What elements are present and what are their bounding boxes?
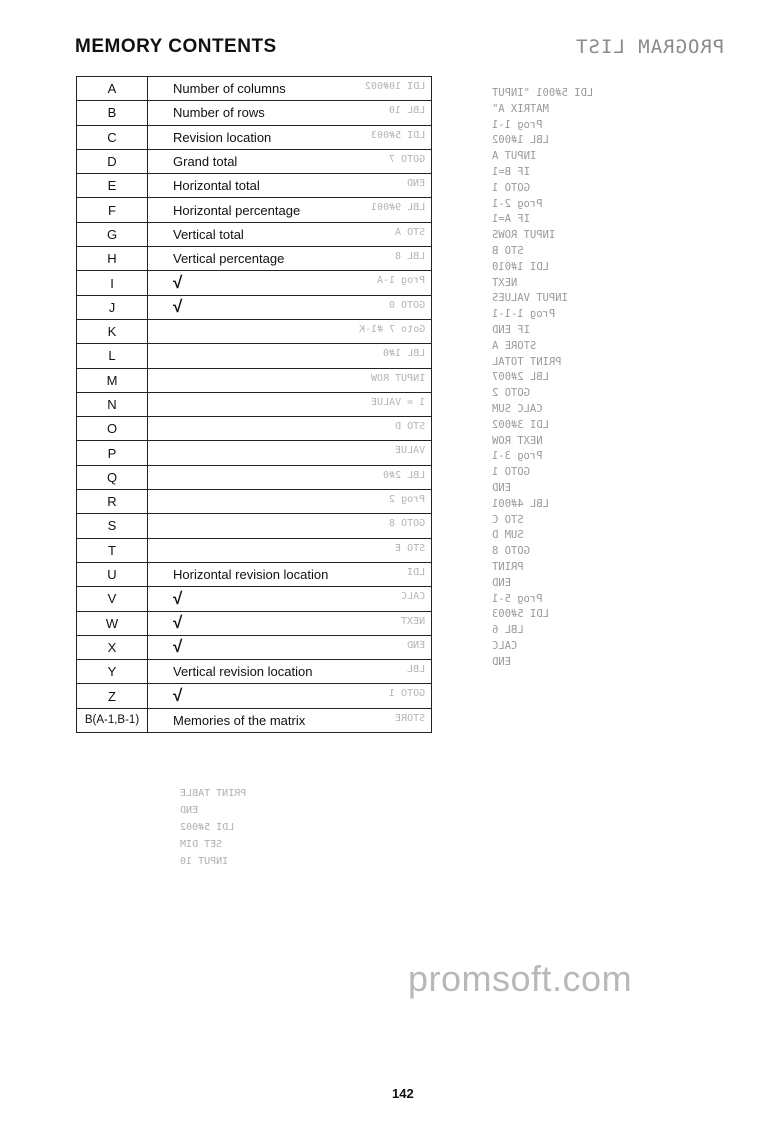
bleed-through-text: 1 = VALUE (370, 396, 425, 408)
memory-letter: S (77, 514, 148, 538)
bleed-through-line: LBL 4#001 (492, 497, 549, 510)
memory-letter: C (77, 125, 148, 149)
memory-letter: L (77, 344, 148, 368)
bleed-through-line: END (492, 655, 511, 668)
bleed-through-line: STO B (492, 244, 524, 257)
bleed-through-text: STORE (394, 712, 425, 724)
memory-description-text: Vertical revision location (173, 664, 313, 680)
memory-row (77, 392, 432, 416)
bleed-through-line: INPUT VALUES (492, 292, 568, 305)
memory-row (77, 708, 432, 732)
memory-row (77, 490, 432, 514)
memory-row (77, 611, 432, 635)
bleed-through-line: IF END (492, 323, 530, 336)
bleed-through-text: END (406, 639, 425, 651)
bleed-through-text: Prog 2 (388, 494, 425, 506)
memory-description-text: Vertical percentage (173, 251, 285, 267)
memory-description-text: Horizontal percentage (173, 202, 301, 218)
memory-description (148, 319, 432, 343)
checkmark-icon: √ (173, 637, 183, 657)
bleed-through-line: LDI 5#002 (180, 822, 235, 833)
memory-letter: Y (77, 660, 148, 684)
checkmark-icon: √ (173, 686, 183, 706)
bleed-through-text: LBL 1#0 (382, 348, 425, 360)
bleed-through-text: Goto 7 #1-K (358, 323, 425, 335)
bleed-through-line: INPUT ROWS (492, 229, 556, 242)
bleed-through-text: LDI 5#003 (370, 129, 425, 141)
memory-row (77, 198, 432, 222)
memory-description (148, 417, 432, 441)
bleed-through-text-below (180, 785, 410, 870)
bleed-through-text: LBL 8 (394, 251, 425, 263)
bleed-through-line: GOTO 8 (492, 545, 530, 558)
bleed-through-line: LDI 1#010 (492, 260, 549, 273)
memory-row (77, 295, 432, 319)
bleed-through-text: GOTO 8 (388, 518, 425, 530)
memory-letter: B(A-1,B-1) (77, 708, 148, 732)
memory-row (77, 174, 432, 198)
bleed-through-text: LBL (406, 664, 425, 676)
memory-row (77, 77, 432, 101)
memory-description (148, 635, 432, 659)
bleed-through-text: GOTO 1 (388, 688, 425, 700)
bleed-through-text: VALUE (394, 445, 425, 457)
memory-description (148, 708, 432, 732)
memory-description-text: Revision location (173, 129, 272, 145)
memory-description (148, 562, 432, 586)
memory-description-text: Number of columns (173, 81, 286, 97)
bleed-through-line: CALC SUM (492, 402, 543, 415)
bleed-through-line: LDI 5#003 (492, 608, 549, 621)
memory-row (77, 465, 432, 489)
bleed-through-text: GOTO 0 (388, 299, 425, 311)
bleed-through-line: IF A=1 (492, 213, 530, 226)
bleed-through-text: LBL 9#001 (370, 202, 425, 214)
bleed-through-text: GOTO 7 (388, 153, 425, 165)
checkmark-icon: √ (173, 297, 183, 317)
memory-letter: A (77, 77, 148, 101)
memory-row (77, 222, 432, 246)
bleed-through-text: LBL 2#0 (382, 469, 425, 481)
bleed-through-line: STO C (492, 513, 524, 526)
memory-description (148, 77, 432, 101)
memory-letter: K (77, 319, 148, 343)
bleed-through-text: END (406, 178, 425, 190)
memory-letter: I (77, 271, 148, 295)
checkmark-icon: √ (173, 613, 183, 633)
memory-description (148, 611, 432, 635)
memory-description (148, 295, 432, 319)
memory-letter: W (77, 611, 148, 635)
memory-row (77, 125, 432, 149)
watermark: promsoft.com (408, 958, 633, 999)
memory-row (77, 344, 432, 368)
memory-row (77, 417, 432, 441)
memory-letter: U (77, 562, 148, 586)
bleed-through-line: END (492, 576, 511, 589)
memory-description (148, 101, 432, 125)
bleed-through-text: LBL 10 (388, 105, 425, 117)
bleed-through-line: LDI 3#002 (492, 418, 549, 431)
memory-row (77, 149, 432, 173)
memory-description (148, 149, 432, 173)
bleed-through-line: GOTO 1 (492, 181, 530, 194)
memory-description (148, 490, 432, 514)
bleed-through-text: CALC (400, 591, 425, 603)
mirrored-program-list-title: PROGRAM LIST (575, 36, 725, 58)
memory-letter: M (77, 368, 148, 392)
bleed-through-line: IF B=1 (492, 165, 530, 178)
memory-description (148, 368, 432, 392)
memory-letter: Q (77, 465, 148, 489)
memory-letter: R (77, 490, 148, 514)
bleed-through-line: NEXT (492, 276, 518, 289)
memory-row (77, 562, 432, 586)
bleed-through-line: Prog 2-1 (492, 197, 543, 210)
bleed-through-line: Prog 5-1 (492, 592, 543, 605)
memory-description (148, 538, 432, 562)
checkmark-icon: √ (173, 273, 183, 293)
bleed-through-line: GOTO 1 (492, 466, 530, 479)
memory-letter: D (77, 149, 148, 173)
memory-description-text: Vertical total (173, 226, 244, 242)
memory-row (77, 441, 432, 465)
bleed-through-line: END (492, 481, 511, 494)
memory-letter: P (77, 441, 148, 465)
memory-description-text: Horizontal total (173, 178, 260, 194)
memory-row (77, 101, 432, 125)
checkmark-icon: √ (173, 588, 183, 608)
bleed-through-text: LDI (406, 566, 425, 578)
bleed-through-line: CALC (492, 639, 518, 652)
memory-description (148, 392, 432, 416)
bleed-through-line: LBL 6 (492, 624, 524, 637)
memory-description (148, 684, 432, 708)
memory-description (148, 441, 432, 465)
memory-letter: H (77, 247, 148, 271)
memory-row (77, 635, 432, 659)
memory-row (77, 247, 432, 271)
bleed-through-line: PRINT TOTAL (492, 355, 562, 368)
bleed-through-line: INPUT A (492, 150, 537, 163)
bleed-through-line: SUM D (492, 529, 524, 542)
memory-description (148, 174, 432, 198)
bleed-through-line: PRINT TABLE (180, 788, 247, 799)
bleed-through-line: LDI 5#001 "INPUT (492, 87, 594, 99)
page-number: 142 (392, 1086, 414, 1101)
memory-letter: G (77, 222, 148, 246)
memory-letter: B (77, 101, 148, 125)
bleed-through-line: LBL 2#007 (492, 371, 549, 384)
memory-letter: Z (77, 684, 148, 708)
memory-letter: O (77, 417, 148, 441)
memory-row (77, 587, 432, 611)
memory-letter: V (77, 587, 148, 611)
memory-description (148, 344, 432, 368)
bleed-through-line: LBL 1#002 (492, 134, 549, 147)
memory-description (148, 125, 432, 149)
memory-row (77, 319, 432, 343)
memory-description-text: Grand total (173, 154, 238, 170)
memory-letter: J (77, 295, 148, 319)
memory-description (148, 660, 432, 684)
memory-description (148, 247, 432, 271)
bleed-through-line: INPUT 10 (180, 856, 229, 867)
bleed-through-line: NEXT ROW (492, 434, 543, 447)
bleed-through-line: STORE A (492, 339, 537, 352)
memory-contents-table (76, 76, 432, 733)
bleed-through-line: SET DIM (180, 839, 223, 850)
bleed-through-line: END (180, 805, 199, 816)
memory-description-text: Number of rows (173, 105, 265, 121)
memory-letter: X (77, 635, 148, 659)
bleed-through-text: LDI 10#002 (364, 81, 425, 92)
bleed-through-line: PRINT (492, 560, 524, 573)
memory-row (77, 684, 432, 708)
bleed-through-line: Prog 3-1 (492, 450, 543, 463)
memory-letter: N (77, 392, 148, 416)
memory-description-text: Horizontal revision location (173, 567, 329, 583)
memory-description (148, 271, 432, 295)
page-title: MEMORY CONTENTS (75, 36, 277, 57)
memory-row (77, 538, 432, 562)
memory-description (148, 465, 432, 489)
memory-description (148, 514, 432, 538)
bleed-through-line: Prog 1-1-1 (492, 308, 556, 321)
bleed-through-text: STO E (394, 542, 425, 554)
memory-description (148, 222, 432, 246)
memory-letter: T (77, 538, 148, 562)
bleed-through-text: STO D (394, 421, 425, 433)
memory-description (148, 198, 432, 222)
memory-letter: F (77, 198, 148, 222)
bleed-through-program-list (492, 86, 708, 670)
bleed-through-text: INPUT ROW (370, 372, 425, 384)
memory-row (77, 660, 432, 684)
bleed-through-text: NEXT (400, 615, 425, 627)
bleed-through-line: MATRIX A" (492, 102, 549, 115)
memory-description-text: Memories of the matrix (173, 712, 306, 728)
bleed-through-line: GOTO 2 (492, 387, 530, 400)
memory-row (77, 368, 432, 392)
memory-letter: E (77, 174, 148, 198)
bleed-through-line: Prog 1-1 (492, 118, 543, 131)
memory-row (77, 514, 432, 538)
bleed-through-text: Prog 1-A (376, 275, 425, 287)
memory-row (77, 271, 432, 295)
memory-description (148, 587, 432, 611)
bleed-through-text: STO A (394, 226, 425, 238)
